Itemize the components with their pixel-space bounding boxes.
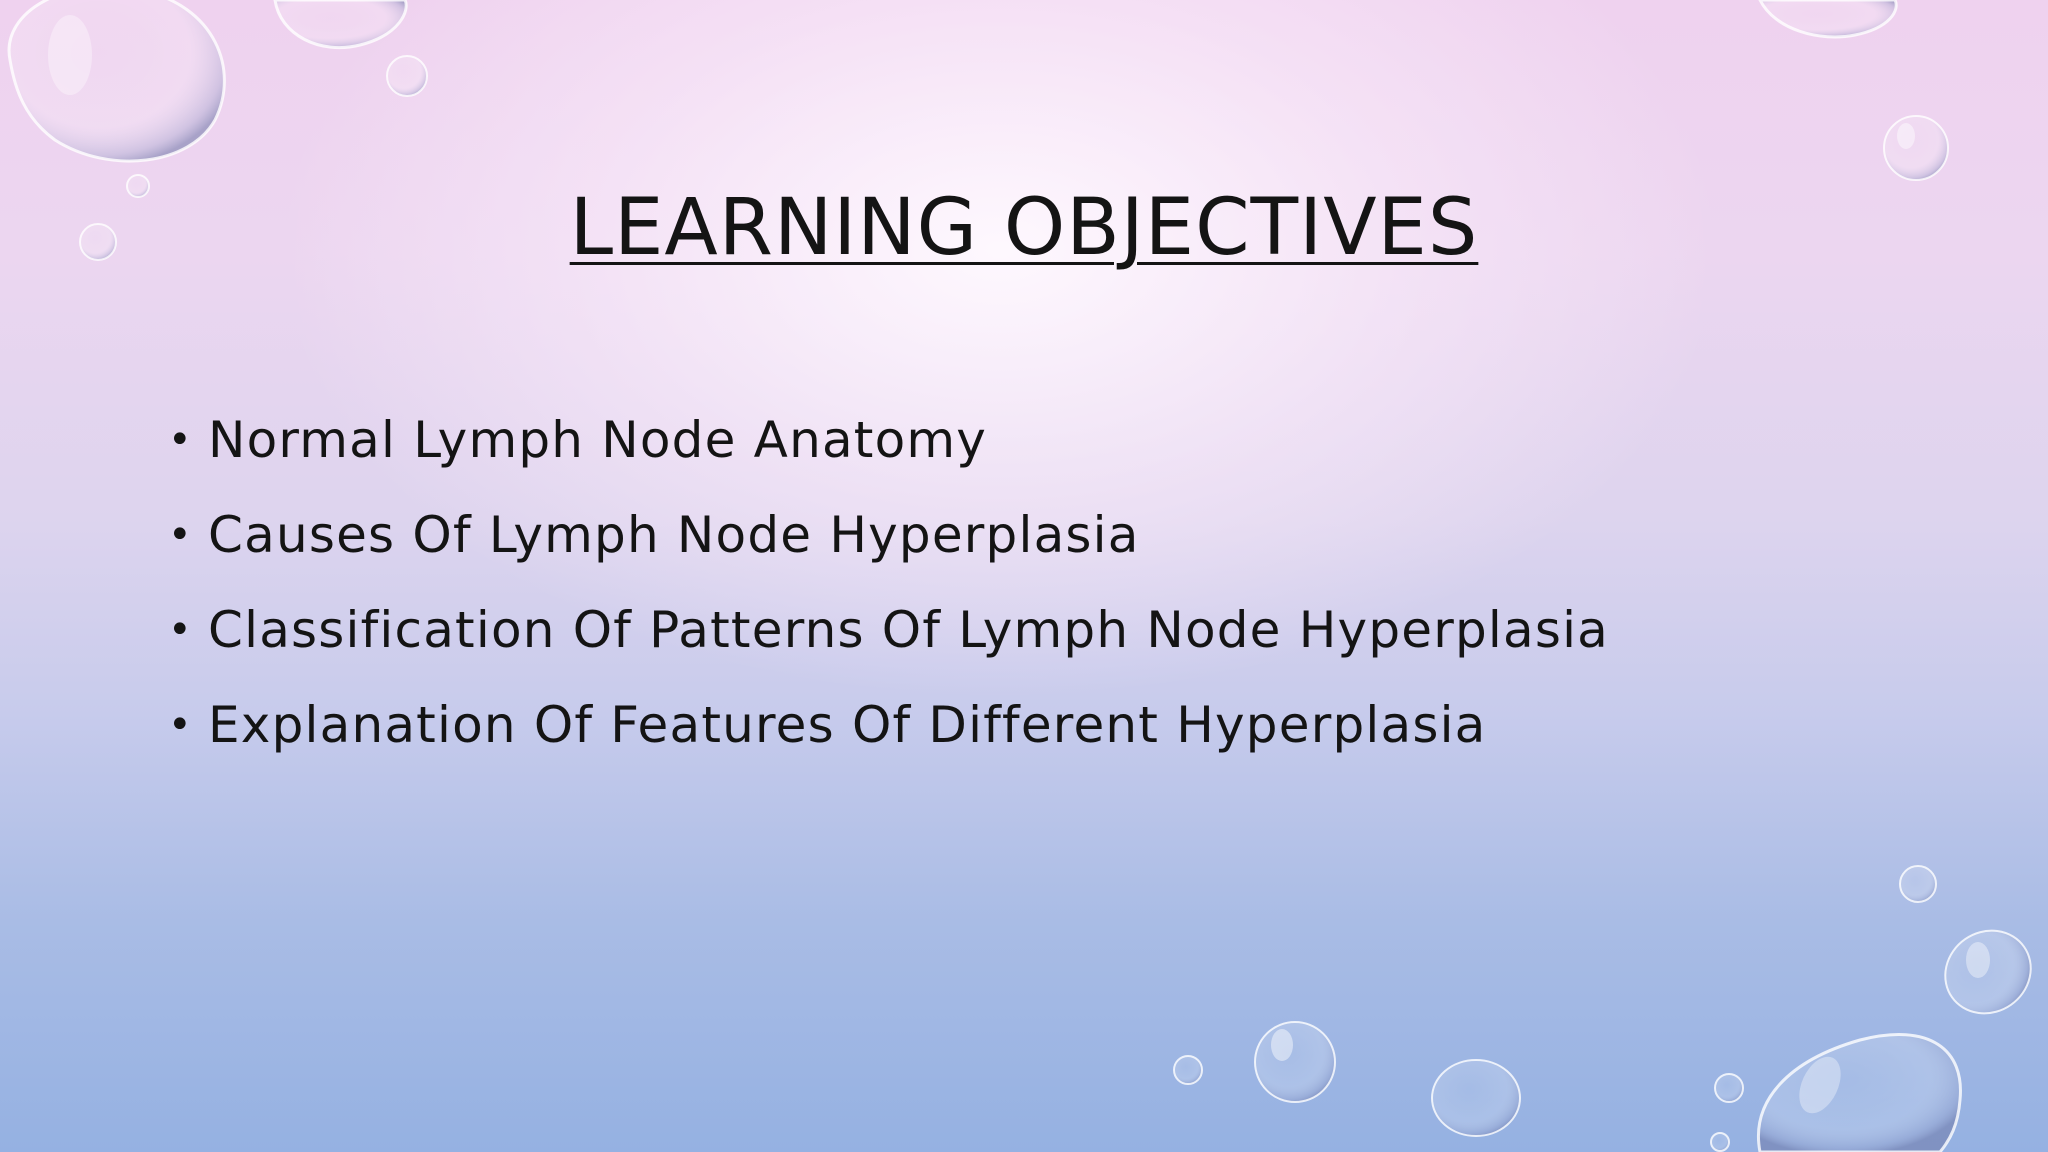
bullet-icon: • [168,417,193,463]
objectives-list [168,405,1609,785]
bullet-icon: • [168,512,193,558]
list-item [168,405,1609,500]
list-item-text: Causes Of Lymph Node Hyperplasia [208,506,1140,564]
list-item-text: Explanation Of Features Of Different Hyperplasia [208,696,1487,754]
bullet-icon: • [168,607,193,653]
list-item [168,690,1609,785]
bullet-icon: • [168,702,193,748]
list-item [168,595,1609,690]
list-item-text: Normal Lymph Node Anatomy [208,411,988,469]
slide-title-text: LEARNING OBJECTIVES [569,183,1479,273]
list-item-text: Classification Of Patterns Of Lymph Node Hyperplasia [208,601,1610,659]
bottom-right-droplets [1174,866,2047,1152]
slide-title [0,178,2048,278]
list-item [168,500,1609,595]
top-right-droplets [1760,0,1948,180]
